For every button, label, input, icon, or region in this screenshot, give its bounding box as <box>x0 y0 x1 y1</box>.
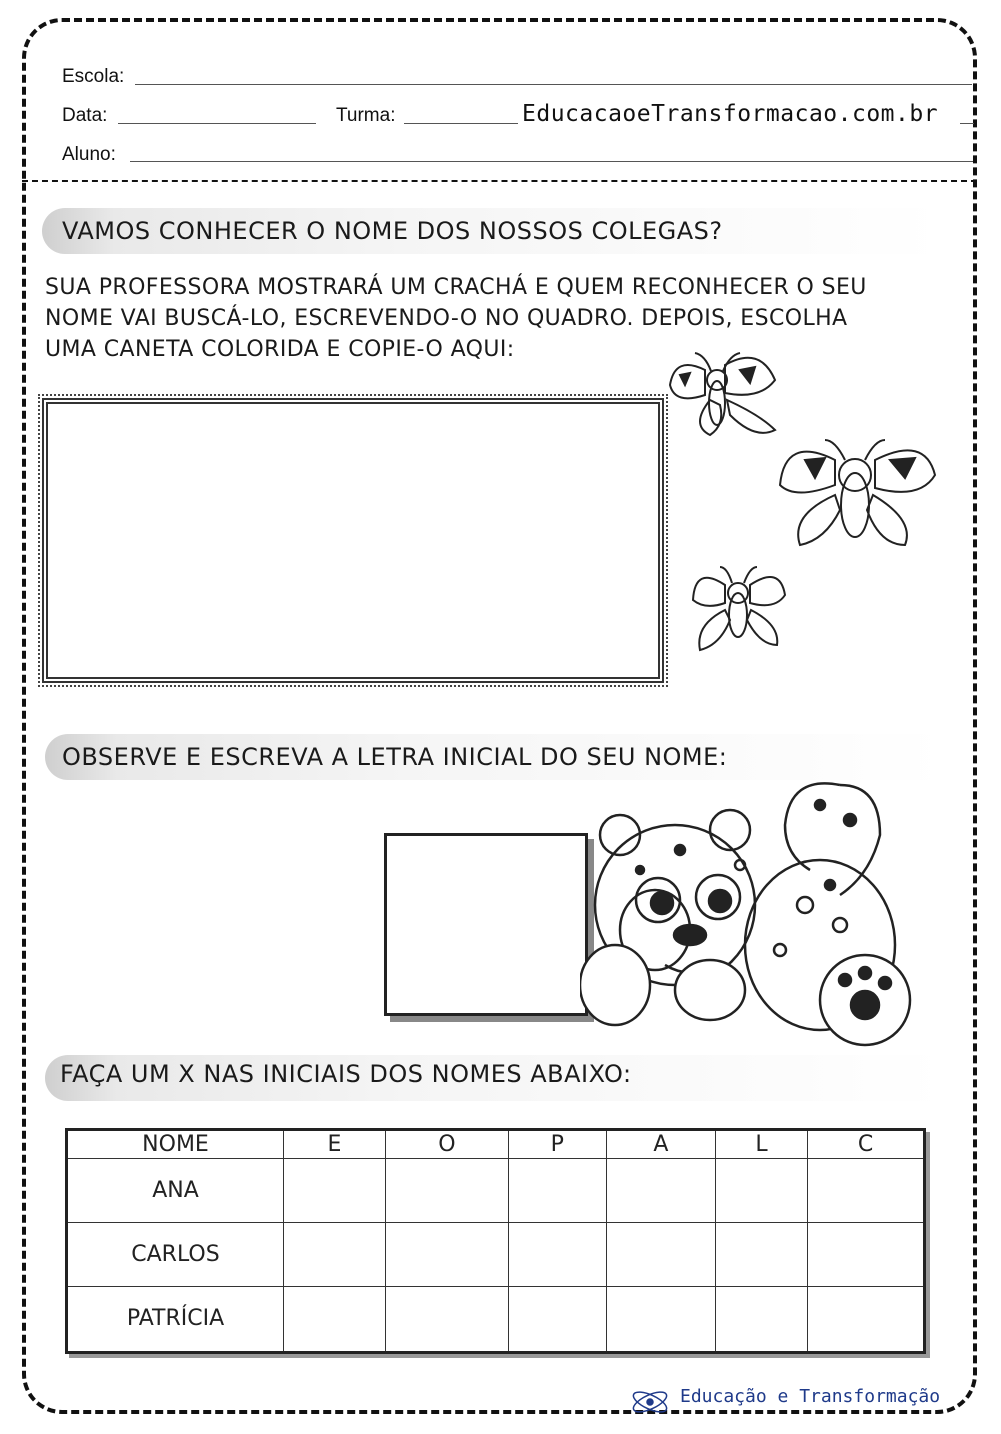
date-label: Data: <box>62 105 108 126</box>
class-line[interactable] <box>404 123 518 124</box>
instruction-line-3: UMA CANETA COLORIDA E COPIE-O AQUI: <box>45 337 515 362</box>
column-header-letter: L <box>715 1130 807 1159</box>
header-separator <box>22 180 977 182</box>
answer-cell[interactable] <box>606 1286 715 1352</box>
row-name: PATRÍCIA <box>67 1286 284 1352</box>
row-name: ANA <box>67 1159 284 1223</box>
answer-cell[interactable] <box>715 1222 807 1286</box>
section2-title: OBSERVE E ESCREVA A LETRA INICIAL DO SEU NOME: <box>62 743 728 771</box>
column-header-letter: O <box>386 1130 509 1159</box>
answer-cell[interactable] <box>508 1286 606 1352</box>
footer-brand: Educação e Transformação <box>680 1386 941 1407</box>
answer-cell[interactable] <box>808 1286 925 1352</box>
answer-cell[interactable] <box>508 1159 606 1223</box>
class-line-end <box>960 123 974 124</box>
answer-cell[interactable] <box>508 1222 606 1286</box>
date-line[interactable] <box>118 123 316 124</box>
butterfly-icon <box>670 353 775 435</box>
answer-cell[interactable] <box>284 1159 386 1223</box>
answer-cell[interactable] <box>284 1222 386 1286</box>
website-text: EducacaoeTransformacao.com.br <box>522 101 939 127</box>
leopard-cub-illustration <box>580 775 920 1055</box>
answer-cell[interactable] <box>606 1222 715 1286</box>
row-name: CARLOS <box>67 1222 284 1286</box>
initials-table <box>65 1128 926 1354</box>
table-row <box>67 1159 925 1223</box>
class-label: Turma: <box>336 105 396 126</box>
column-header-name: NOME <box>67 1130 284 1159</box>
column-header-letter: A <box>606 1130 715 1159</box>
student-label: Aluno: <box>62 144 116 165</box>
section1-title: VAMOS CONHECER O NOME DOS NOSSOS COLEGAS? <box>62 217 723 245</box>
table-row <box>67 1222 925 1286</box>
answer-cell[interactable] <box>715 1286 807 1352</box>
answer-cell[interactable] <box>386 1286 509 1352</box>
initial-letter-box[interactable] <box>384 833 588 1016</box>
column-header-letter: P <box>508 1130 606 1159</box>
name-copy-box[interactable] <box>42 398 664 683</box>
answer-cell[interactable] <box>808 1159 925 1223</box>
table-header-row <box>67 1130 925 1159</box>
answer-cell[interactable] <box>386 1222 509 1286</box>
section3-title: FAÇA UM X NAS INICIAIS DOS NOMES ABAIXO: <box>60 1060 632 1088</box>
instruction-line-2: NOME VAI BUSCÁ-LO, ESCREVENDO-O NO QUADRO. DEPOIS, ESCOLHA <box>45 306 848 331</box>
atom-logo-icon <box>628 1385 672 1419</box>
butterflies-illustration <box>665 345 945 665</box>
school-line-ext <box>419 84 972 85</box>
answer-cell[interactable] <box>715 1159 807 1223</box>
table-row <box>67 1286 925 1352</box>
answer-cell[interactable] <box>808 1222 925 1286</box>
school-line[interactable] <box>135 84 419 85</box>
answer-cell[interactable] <box>386 1159 509 1223</box>
column-header-letter: E <box>284 1130 386 1159</box>
butterfly-icon <box>693 567 785 650</box>
column-header-letter: C <box>808 1130 925 1159</box>
answer-cell[interactable] <box>284 1286 386 1352</box>
school-label: Escola: <box>62 66 125 87</box>
student-line[interactable] <box>130 161 973 162</box>
answer-cell[interactable] <box>606 1159 715 1223</box>
instruction-line-1: SUA PROFESSORA MOSTRARÁ UM CRACHÁ E QUEM RECONHECER O SEU <box>45 275 867 300</box>
butterfly-icon <box>780 440 935 545</box>
